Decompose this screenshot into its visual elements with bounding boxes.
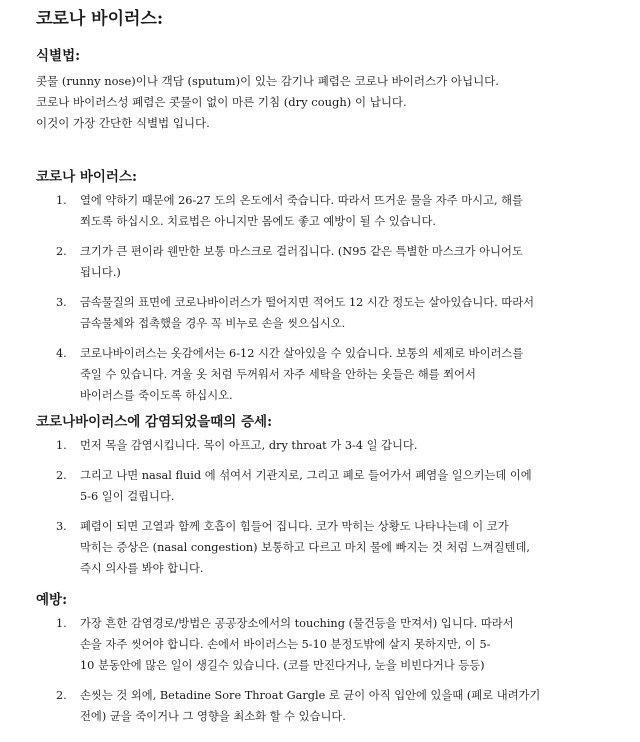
symptoms-list	[56, 435, 532, 579]
identify-line: 코로나 바이러스성 폐렴은 콧물이 없이 마른 기침 (dry cough) 이 납니다.	[36, 95, 407, 109]
item-text: 금속물질의 표면에 코로나바이러스가 떨어지면 적어도 12 시간 정도는 살아있습니다. 따라서 금속물체와 접촉했을 경우 꼭 비누로 손을 씻으십시오.	[80, 296, 535, 330]
item-number: 1.	[56, 439, 67, 452]
facts-heading: 코로나 바이러스:	[36, 169, 137, 185]
list-item	[56, 292, 534, 334]
item-number: 4.	[56, 347, 67, 360]
list-item	[56, 685, 540, 727]
item-text: 크기가 큰 편이라 웬만한 보통 마스크로 걸러집니다. (N95 같은 특별한 마스크가 아니어도 됩니다.)	[80, 245, 523, 279]
identify-line: 콧물 (runny nose)이나 객담 (sputum)이 있는 감기나 폐렴은 코로나 바이러스가 아닙니다.	[36, 74, 499, 88]
item-text: 먼저 목을 감염시킵니다. 목이 아프고, dry throat 가 3-4 일 갑니다.	[80, 439, 418, 452]
item-text: 폐렴이 되면 고열과 함께 호흡이 힘들어 집니다. 코가 막히는 상황도 나타나는데 이 코가 막히는 증상은 (nasal congestion) 보통하고 다르고 마치 물에 빠지는 것 처럼 느껴질텐데, 즉시 의사를 봐야 합니다.	[80, 520, 530, 575]
item-text: 손씻는 것 외에, Betadine Sore Throat Gargle 로 균이 아직 입안에 있을때 (폐로 내려가기 전에) 균을 죽이거나 그 영향을 최소화 할 수 있습니다.	[80, 689, 541, 723]
identify-line: 이것이 가장 간단한 식별법 입니다.	[36, 116, 210, 130]
list-item	[56, 190, 534, 232]
identify-heading: 식별법:	[36, 48, 81, 64]
item-text: 가장 흔한 감염경로/방법은 공공장소에서의 touching (물건등을 만져서) 입니다. 따라서 손을 자주 씻어야 합니다. 손에서 바이러스는 5-10 분정도밖에 살지 못하지만, 이 5- 10 분동안에 많은 일이 생길수 있습니다. (코를 만진다거나, 눈을 비빈다거나 등등)	[80, 617, 514, 672]
list-item	[56, 516, 532, 579]
list-item	[56, 343, 534, 406]
list-item	[56, 435, 532, 456]
item-number: 2.	[56, 469, 67, 482]
item-text: 열에 약하기 때문에 26-27 도의 온도에서 죽습니다. 따라서 뜨거운 물을 자주 마시고, 해를 쬐도록 하십시오. 치료법은 아니지만 몸에도 좋고 예방이 될 수 있습니다.	[80, 194, 523, 228]
item-number: 3.	[56, 520, 67, 533]
item-number: 2.	[56, 689, 67, 702]
item-number: 2.	[56, 245, 67, 258]
page-title: 코로나 바이러스:	[36, 9, 164, 29]
item-number: 1.	[56, 617, 67, 630]
prevention-heading: 예방:	[36, 592, 68, 608]
item-text: 코로나바이러스는 옷감에서는 6-12 시간 살아있을 수 있습니다. 보통의 세제로 바이러스를 죽일 수 있습니다. 겨울 옷 처럼 두꺼워서 자주 세탁을 안하는 옷들은 해를 쬐어서 바이러스를 죽이도록 하십시오.	[80, 347, 524, 402]
item-number: 3.	[56, 296, 67, 309]
list-item	[56, 465, 532, 507]
list-item	[56, 613, 540, 676]
symptoms-heading: 코로나바이러스에 감염되었을때의 증세:	[36, 414, 273, 430]
facts-list	[56, 190, 534, 406]
item-text: 그리고 나면 nasal fluid 에 섞여서 기관지로, 그리고 폐로 들어가서 폐염을 일으키는데 이에 5-6 일이 걸립니다.	[80, 469, 532, 503]
list-item	[56, 241, 534, 283]
prevention-list	[56, 613, 540, 727]
item-number: 1.	[56, 194, 67, 207]
